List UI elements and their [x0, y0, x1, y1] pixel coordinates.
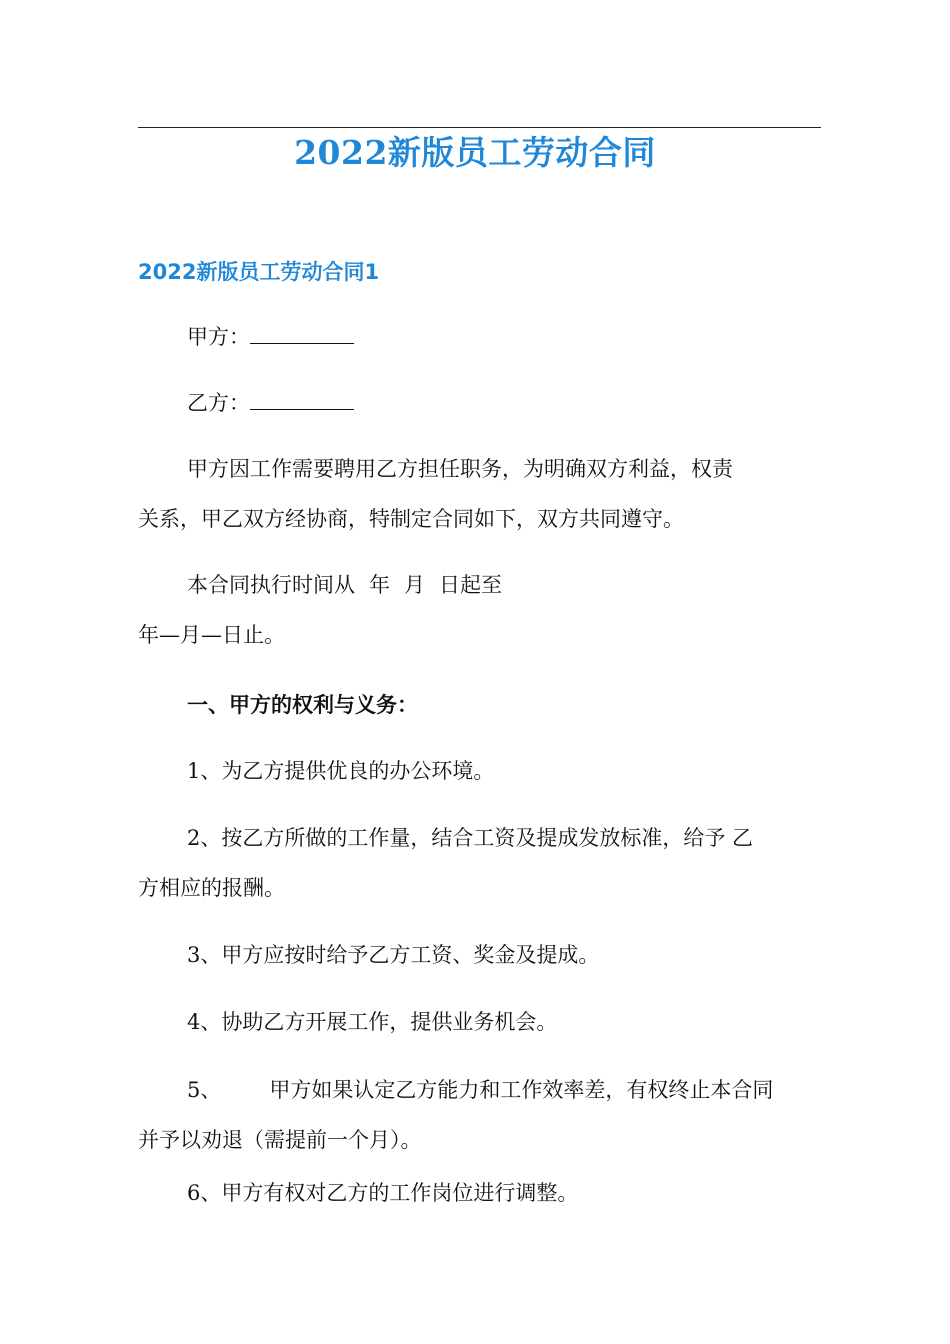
term-line-2: 年—月—日止。: [138, 623, 285, 647]
list-item-4: 4、协助乙方开展工作，提供业务机会。: [187, 1010, 558, 1034]
heading-party-a-rights: 一、甲方的权利与义务：: [187, 693, 418, 717]
party-b-label: 乙方：: [187, 391, 250, 415]
intro-line-1: 甲方因工作需要聘用乙方担任职务，为明确双方利益，权责: [187, 457, 733, 481]
term-month: 月: [404, 573, 425, 597]
term-day-start: 日起至: [439, 573, 502, 597]
term-line-1: [187, 570, 502, 600]
list-item-3: 3、甲方应按时给予乙方工资、奖金及提成。: [187, 943, 600, 967]
list-item-1: 1、为乙方提供优良的办公环境。: [187, 759, 495, 783]
top-rule: [138, 127, 821, 128]
list-item-2-line-2: 方相应的报酬。: [138, 876, 285, 900]
party-a-label: 甲方：: [187, 325, 250, 349]
list-item-5-number: 5、: [187, 1078, 222, 1102]
party-b-blank: [250, 391, 354, 410]
document-title: 2022新版员工劳动合同: [294, 133, 656, 172]
intro-line-2: 关系，甲乙双方经协商，特制定合同如下，双方共同遵守。: [138, 507, 684, 531]
party-a-line: [187, 322, 354, 352]
list-item-5-line-1: [187, 1075, 773, 1105]
list-item-2-line-1: 2、按乙方所做的工作量，结合工资及提成发放标准，给予 乙: [187, 826, 754, 850]
list-item-5-text: 甲方如果认定乙方能力和工作效率差，有权终止本合同: [269, 1078, 774, 1102]
term-from: 本合同执行时间从: [187, 573, 355, 597]
term-year: 年: [369, 573, 390, 597]
party-a-blank: [250, 325, 354, 344]
section-title: 2022新版员工劳动合同1: [138, 260, 380, 284]
party-b-line: [187, 388, 354, 418]
list-item-5-line-2: 并予以劝退（需提前一个月）。: [138, 1128, 422, 1152]
list-item-6: 6、甲方有权对乙方的工作岗位进行调整。: [187, 1181, 579, 1205]
